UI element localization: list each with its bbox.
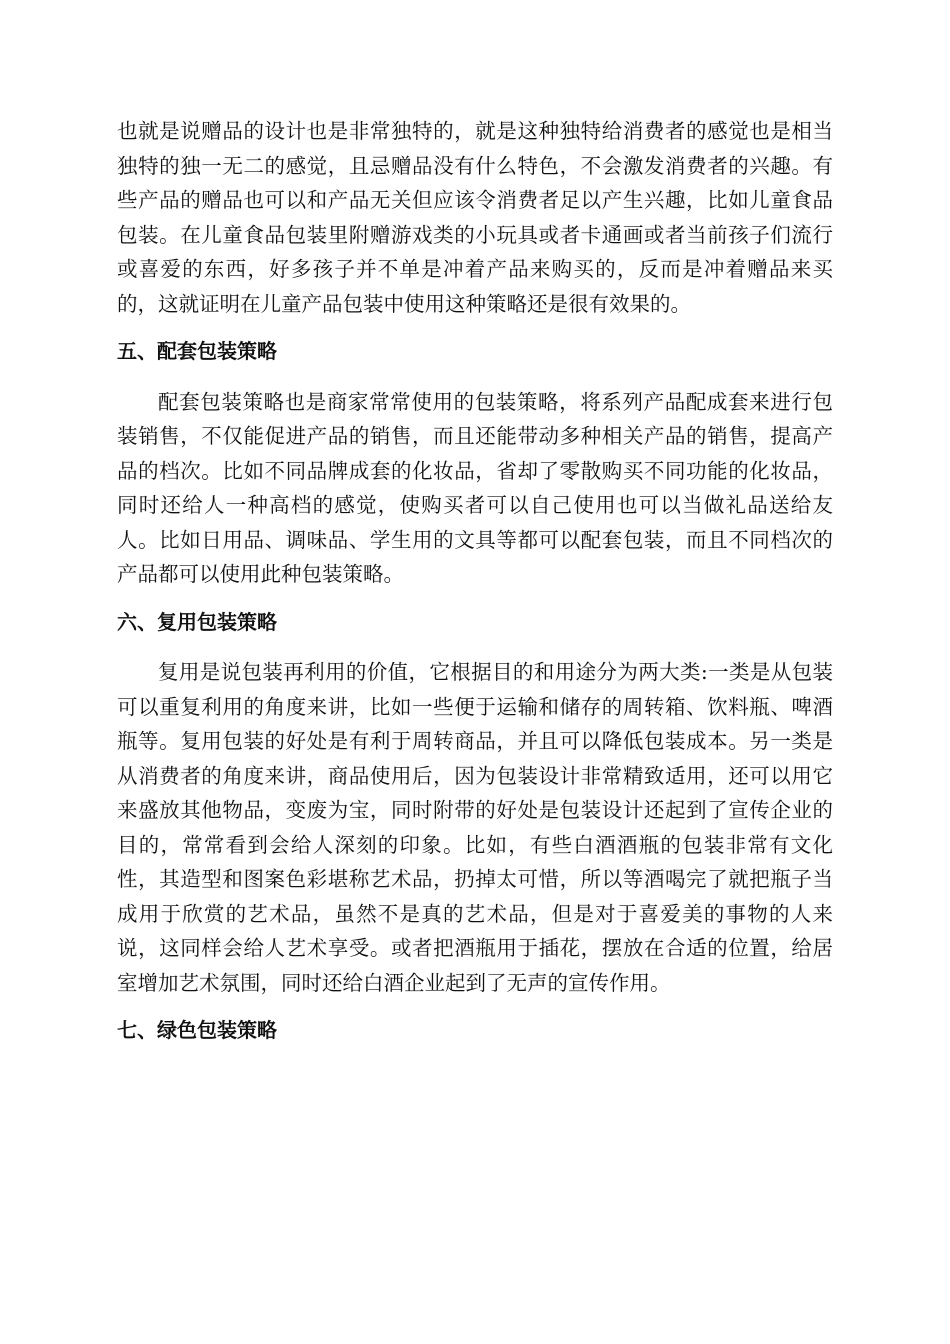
section-heading-reuse-packaging: 六、复用包装策略: [117, 609, 277, 634]
body-paragraph-gift-packaging: 也就是说赠品的设计也是非常独特的，就是这种独特给消费者的感觉也是相当独特的独一无二的感觉，且忌赠品没有什么特色，不会激发消费者的兴趣。有些产品的赠品也可以和产品无关但应该令消费者足以产生兴趣，比如儿童食品包装。在儿童食品包装里附赠游戏类的小玩具或者卡通画或者当前孩子们流行或喜爱的东西，好多孩子并不单是冲着产品来购买的，反而是冲着赠品来买的，这就证明在儿童产品包装中使用这种策略还是很有效果的。: [117, 119, 833, 316]
section-heading-matching-packaging: 五、配套包装策略: [117, 339, 277, 363]
section-heading-green-packaging: 七、绿色包装策略: [117, 1018, 277, 1042]
body-paragraph-matching-packaging: 配套包装策略也是商家常常使用的包装策略，将系列产品配成套来进行包装销售，不仅能促进产品的销售，而且还能带动多种相关产品的销售，提高产品的档次。比如不同品牌成套的化妆品，省却了零散购买不同功能的化妆品，同时还给人一种高档的感觉，使购买者可以自己使用也可以当做礼品送给友人。比如日用品、调味品、学生用的文具等都可以配套包装，而且不同档次的产品都可以使用此种包装策略。: [117, 389, 833, 586]
body-paragraph-reuse-packaging: 复用是说包装再利用的价值，它根据目的和用途分为两大类:一类是从包装可以重复利用的角度来讲，比如一些便于运输和储存的周转箱、饮料瓶、啤酒瓶等。复用包装的好处是有利于周转商品，并且可以降低包装成本。另一类是从消费者的角度来讲，商品使用后，因为包装设计非常精致适用，还可以用它来盛放其他物品，变废为宝，同时附带的好处是包装设计还起到了宣传企业的目的，常常看到会给人深刻的印象。比如，有些白酒酒瓶的包装非常有文化性，其造型和图案色彩堪称艺术品，扔掉太可惜，所以等酒喝完了就把瓶子当成用于欣赏的艺术品，虽然不是真的艺术品，但是对于喜爱美的事物的人来说，这同样会给人艺术享受。或者把酒瓶用于插花，摆放在合适的位置，给居室增加艺术氛围，同时还给白酒企业起到了无声的宣传作用。: [117, 660, 833, 995]
document-page: [117, 114, 833, 1048]
